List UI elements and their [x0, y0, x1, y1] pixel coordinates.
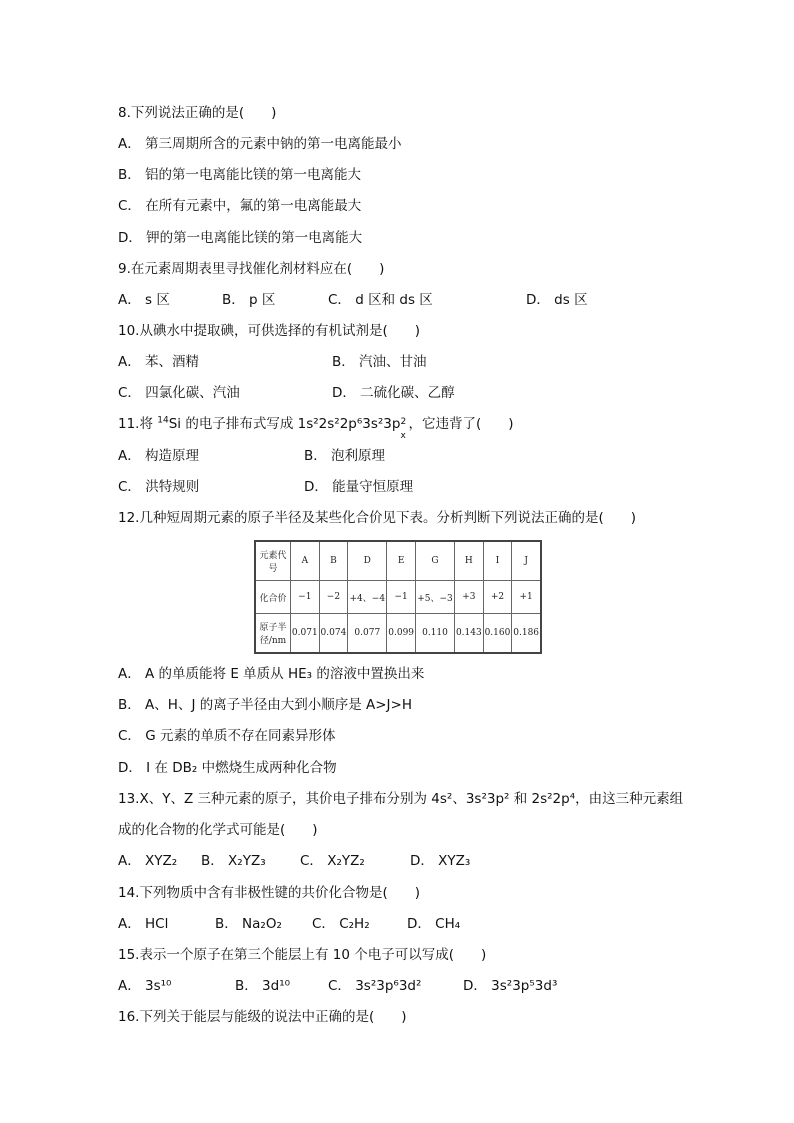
q11-option-a: A． 构造原理 — [118, 448, 200, 464]
table-header-valence: 化合价 — [255, 581, 291, 614]
q12-stem: 12.几种短周期元素的原子半径及某些化合价见下表。分析判断下列说法正确的是( ) — [118, 510, 637, 526]
q8-option-c: C． 在所有元素中，氟的第一电离能最大 — [118, 198, 362, 214]
q8-option-b: B． 铝的第一电离能比镁的第一电离能大 — [118, 167, 362, 183]
q13-stem-line2: 成的化合物的化学式可能是( ) — [118, 822, 318, 838]
q8-option-a: A． 第三周期所含的元素中钠的第一电离能最小 — [118, 136, 402, 152]
q15-stem: 15.表示一个原子在第三个能层上有 10 个电子可以写成( ) — [118, 947, 487, 963]
q10-option-b: B． 汽油、甘油 — [332, 354, 427, 370]
q13-option-a: A． XYZ₂ — [118, 853, 178, 869]
table-cell: 0.110 — [415, 614, 454, 654]
table-cell: −1 — [387, 581, 416, 614]
q8-stem: 8.下列说法正确的是( ) — [118, 105, 277, 121]
q9-option-c: C． d 区和 ds 区 — [328, 292, 433, 308]
q9-option-d: D． ds 区 — [526, 292, 588, 308]
table-row-radius — [255, 614, 541, 654]
table-cell: H — [455, 541, 484, 581]
q10-option-a: A． 苯、酒精 — [118, 354, 200, 370]
table-header-code: 元素代号 — [255, 541, 291, 581]
q14-stem: 14.下列物质中含有非极性键的共价化合物是( ) — [118, 885, 421, 901]
q15-option-b: B． 3d¹⁰ — [235, 978, 291, 994]
table-cell: −1 — [291, 581, 320, 614]
table-cell: 0.160 — [483, 614, 512, 654]
q11-option-b: B． 泡利原理 — [304, 448, 386, 464]
q11-option-d: D． 能量守恒原理 — [304, 479, 414, 495]
q11-stem: 11.将 $^{14}$Si 的电子排布式写成 1s²2s²2p⁶3s²3p 2 x ，它违背了( ) — [118, 415, 514, 441]
q10-option-d: D． 二硫化碳、乙醇 — [332, 385, 455, 401]
q10-stem: 10.从碘水中提取碘，可供选择的有机试剂是( ) — [118, 323, 421, 339]
table-cell: +1 — [512, 581, 541, 614]
q12-option-a: A． A 的单质能将 E 单质从 HE₃ 的溶液中置换出来 — [118, 666, 425, 682]
table-row-valence — [255, 581, 541, 614]
q9-option-a: A． s 区 — [118, 292, 170, 308]
q15-option-a: A． 3s¹⁰ — [118, 978, 172, 994]
table-cell: I — [483, 541, 512, 581]
table-cell: B — [319, 541, 348, 581]
q16-stem: 16.下列关于能层与能级的说法中正确的是( ) — [118, 1009, 407, 1025]
q13-option-d: D． XYZ₃ — [410, 853, 471, 869]
q12-option-c: C． G 元素的单质不存在同素异形体 — [118, 728, 336, 744]
q15-option-c: C． 3s²3p⁶3d² — [328, 978, 422, 994]
table-cell: J — [512, 541, 541, 581]
q11-option-c: C． 洪特规则 — [118, 479, 200, 495]
q12-option-d: D． I 在 DB₂ 中燃烧生成两种化合物 — [118, 760, 337, 776]
q13-stem-line1: 13.X、Y、Z 三种元素的原子，其价电子排布分别为 4s²、3s²3p² 和 2s²2p⁴，由这三种元素组 — [118, 791, 684, 807]
table-header-radius: 原子半径/nm — [255, 614, 291, 654]
q10-option-c: C． 四氯化碳、汽油 — [118, 385, 240, 401]
q12-option-b: B． A、H、J 的离子半径由大到小顺序是 A>J>H — [118, 697, 412, 713]
q14-option-b: B． Na₂O₂ — [215, 916, 282, 932]
table-cell: A — [291, 541, 320, 581]
table-cell: 0.143 — [455, 614, 484, 654]
q15-option-d: D． 3s²3p⁵3d³ — [463, 978, 558, 994]
q8-option-d: D． 钾的第一电离能比镁的第一电离能大 — [118, 230, 363, 246]
table-cell: +3 — [455, 581, 484, 614]
table-cell: −2 — [319, 581, 348, 614]
table-cell: 0.071 — [291, 614, 320, 654]
table-row-codes — [255, 541, 541, 581]
q9-option-b: B． p 区 — [222, 292, 276, 308]
element-data-table — [254, 540, 542, 654]
table-cell: +2 — [483, 581, 512, 614]
table-cell: G — [415, 541, 454, 581]
q13-option-b: B． X₂YZ₃ — [201, 853, 266, 869]
q9-stem: 9.在元素周期表里寻找催化剂材料应在( ) — [118, 261, 385, 277]
table-cell: 0.077 — [348, 614, 387, 654]
table-cell: E — [387, 541, 416, 581]
q14-option-d: D． CH₄ — [407, 916, 461, 932]
q13-option-c: C． X₂YZ₂ — [300, 853, 365, 869]
q14-option-c: C． C₂H₂ — [312, 916, 370, 932]
table-cell: 0.186 — [512, 614, 541, 654]
table-cell: 0.074 — [319, 614, 348, 654]
table-cell: D — [348, 541, 387, 581]
q14-option-a: A． HCl — [118, 916, 169, 932]
table-cell: +5、−3 — [415, 581, 454, 614]
table-cell: +4、−4 — [348, 581, 387, 614]
table-cell: 0.099 — [387, 614, 416, 654]
